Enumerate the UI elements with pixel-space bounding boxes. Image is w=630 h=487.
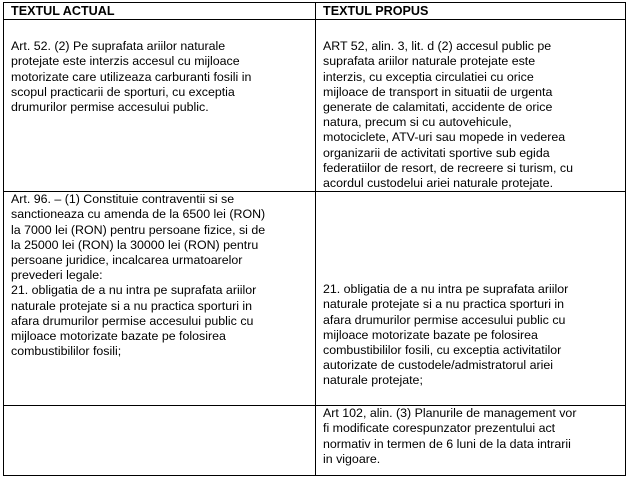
- text-art-102-propus: Art 102, alin. (3) Planurile de management vor fi modificate corespunzator prezentului act normativ in termen de 6 luni de la data intrarii in vigoare.: [323, 406, 577, 466]
- cell-propus: [316, 20, 626, 192]
- cell-propus: [316, 406, 626, 476]
- cell-actual: [4, 192, 316, 406]
- text-art-96-intro: Art. 96. – (1) Constituie contraventii si se sanctioneaza cu amenda de la 6500 lei (RON) la 7000 lei (RON) pentru persoane fizice, si de la 25000 lei (RON) la 30000 lei (RON) pentru persoane juridice, incalcarea urmatoarelor prevederi legale:: [11, 192, 266, 283]
- header-row: [4, 3, 626, 20]
- table-row: [4, 192, 626, 406]
- header-textul-actual: TEXTUL ACTUAL: [4, 3, 316, 20]
- text-art-96-point-21-propus: 21. obligatia de a nu intra pe suprafata ariilor naturale protejate si a nu practica sporturi in afara drumurilor permise accesului public cu mijloace motorizate bazate pe folosirea combustibililor fosili, cu exceptia activitatilor autorizate de custodele/admistratorul ariei naturale protejate;: [323, 282, 569, 388]
- cell-propus: [316, 192, 626, 406]
- table-row: [4, 20, 626, 192]
- header-textul-propus: TEXTUL PROPUS: [316, 3, 626, 20]
- text-art-52-propus: ART 52, alin. 3, lit. d (2) accesul public pe suprafata ariilor naturale protejate este interzis, cu exceptia circulatiei cu orice mijloace de transport in situatii de urgenta generate de calamitati, accidente de orice natura, precum si cu autovehicule, motociclete, ATV-uri sau mopede in vederea organizarii de activitati sportive sub egida federatiilor de resort, de recreere si turism, cu acordul custodelui ariei naturale protejate.: [323, 39, 573, 191]
- cell-actual: [4, 20, 316, 192]
- comparison-table: [3, 2, 626, 476]
- text-art-96-point-21-actual: 21. obligatia de a nu intra pe suprafata ariilor naturale protejate si a nu practica sporturi in afara drumurilor permise accesului public cu mijloace motorizate bazate pe folosirea combustibililor fosili;: [11, 283, 257, 359]
- text-art-52-actual: Art. 52. (2) Pe suprafata ariilor naturale protejate este interzis accesul cu mijloace motorizate care utilizeaza carburanti fosili in scopul practicarii de sporturi, cu exceptia drumurilor permise accesului public.: [11, 39, 252, 115]
- table-row: [4, 406, 626, 476]
- cell-actual: [4, 406, 316, 476]
